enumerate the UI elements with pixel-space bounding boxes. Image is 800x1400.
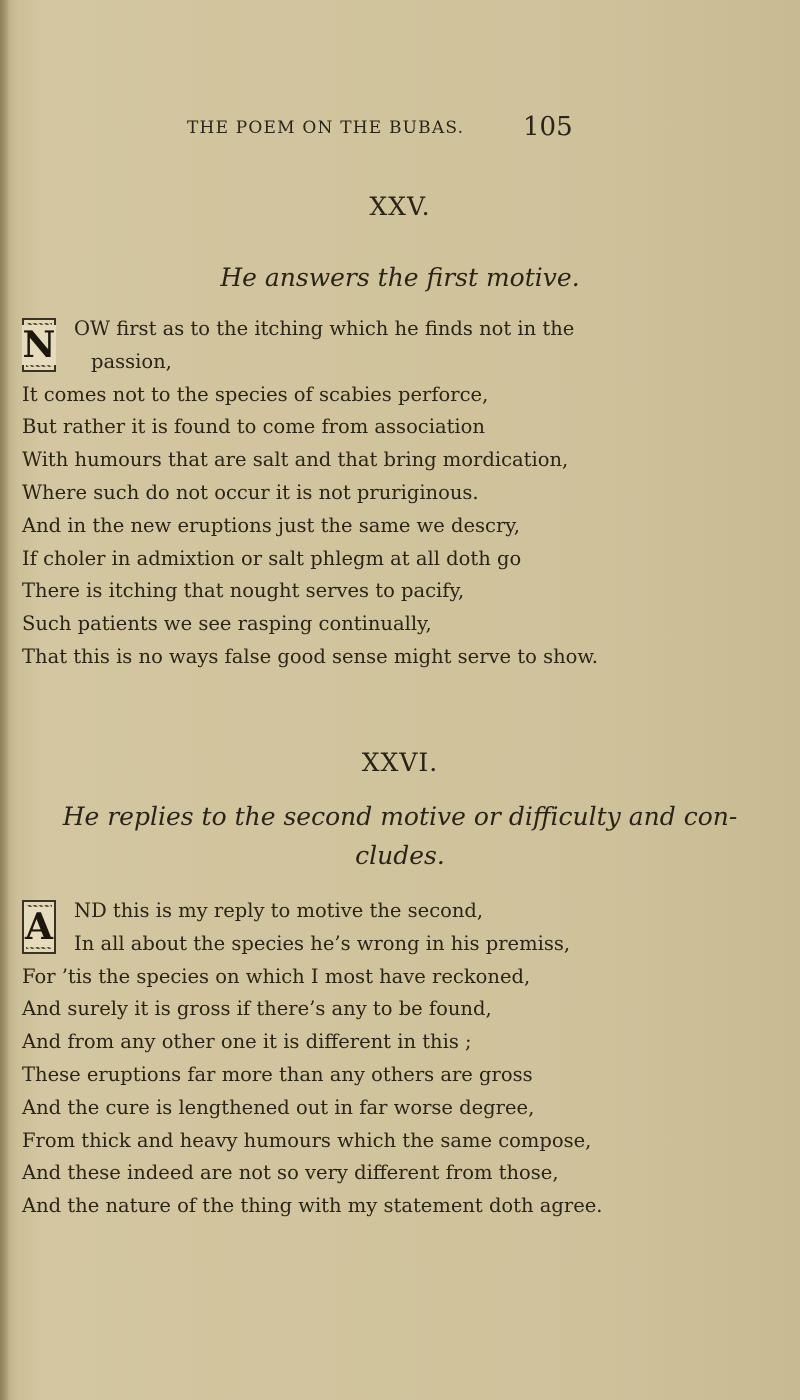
verse-line: OW first as to the itching which he finds not in the [74, 317, 575, 340]
page-number: 105 [523, 112, 573, 142]
verse-line: With humours that are salt and that bring mordication, [22, 448, 569, 472]
verse-xxv [22, 313, 792, 674]
verse-line: From thick and heavy humours which the same compose, [22, 1128, 592, 1152]
verse-xxvi [22, 895, 792, 1223]
verse-line: passion, [91, 349, 172, 373]
verse-line: There is itching that nought serves to pacify, [22, 579, 465, 603]
section-title-continued: cludes. [355, 841, 445, 870]
verse-line: But rather it is found to come from association [22, 415, 485, 439]
running-head [0, 112, 800, 142]
drop-cap-letter: A [25, 906, 53, 948]
verse-line: It comes not to the species of scabies perforce, [22, 382, 489, 406]
verse-line: And from any other one it is different in this ; [22, 1030, 472, 1054]
running-title: THE POEM ON THE BUBAS. [187, 118, 465, 138]
verse-line: And the cure is lengthened out in far worse degree, [22, 1095, 535, 1119]
section-number: XXV. [369, 192, 431, 221]
verse-line: And in the new eruptions just the same we descry, [22, 513, 520, 537]
verse-line: Such patients we see rasping continually, [22, 612, 432, 636]
section-title: He answers the first motive. [220, 263, 580, 292]
verse-line: These eruptions far more than any others are gross [22, 1062, 533, 1086]
verse-line: For ’tis the species on which I most have reckoned, [22, 964, 531, 988]
verse-line: In all about the species he’s wrong in his premiss, [74, 931, 571, 955]
verse-line: ND this is my reply to motive the second, [74, 899, 484, 922]
verse-line: And these indeed are not so very different from those, [22, 1161, 559, 1185]
section-number: XXVI. [361, 748, 439, 777]
drop-cap-letter: N [22, 324, 56, 366]
section-title: He replies to the second motive or difficulty and con- [62, 802, 738, 831]
verse-line: And the nature of the thing with my statement doth agree. [22, 1194, 603, 1218]
verse-line: That this is no ways false good sense might serve to show. [22, 644, 598, 668]
verse-line: Where such do not occur it is not pruriginous. [22, 480, 479, 504]
verse-line: And surely it is gross if there’s any to be found, [22, 997, 492, 1021]
verse-line: If choler in admixtion or salt phlegm at all doth go [22, 546, 522, 570]
